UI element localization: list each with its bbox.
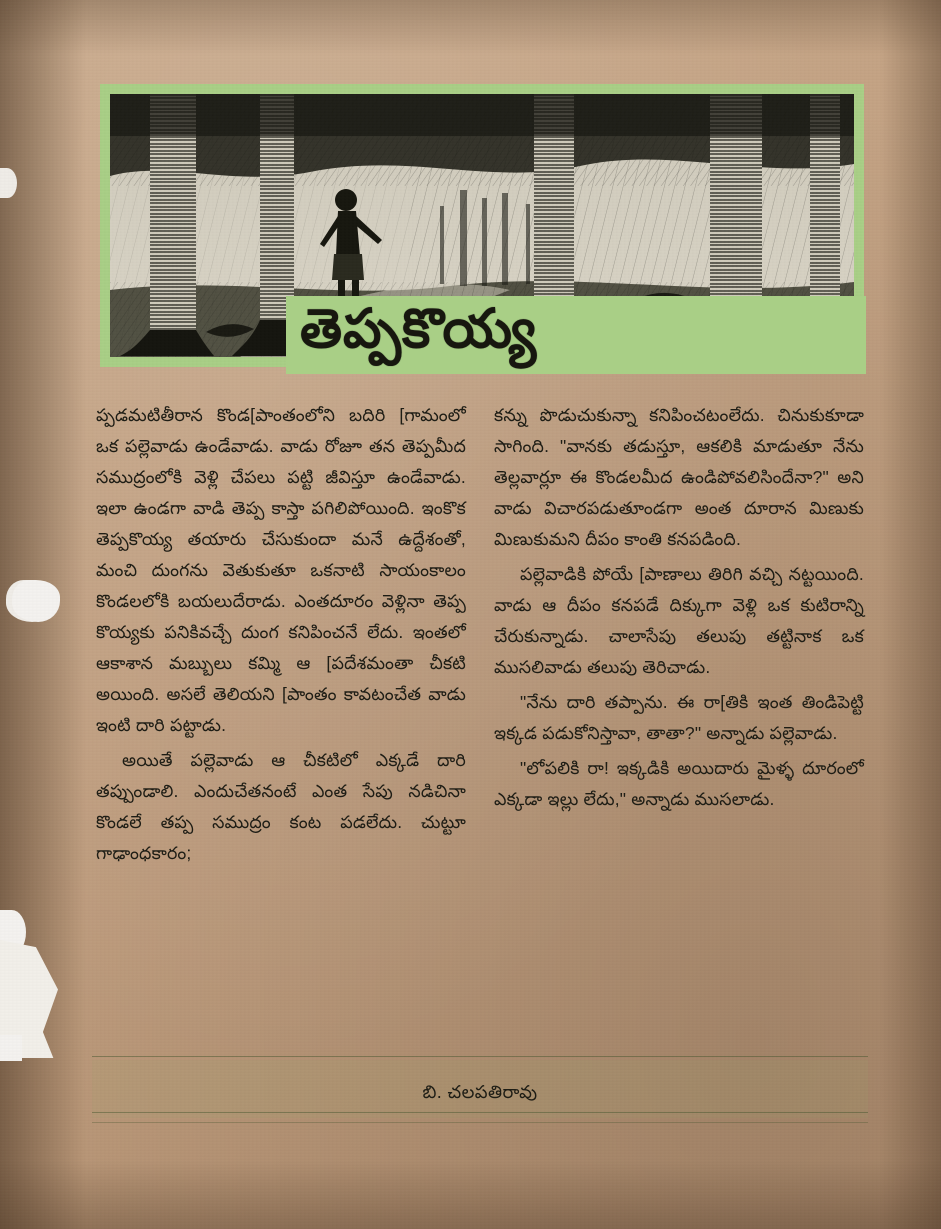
torn-edge-patch xyxy=(0,168,17,198)
paragraph: అయితే పల్లెవాడు ఆ చీకటిలో ఎక్కడే దారి తప్పుండాలి. ఎందుచేతనంటే ఎంత సేపు నడిచినా కొండలే తప్ప సముద్రం కంట పడలేదు. చుట్టూ గాఢాంధకారం; xyxy=(96,750,466,863)
torn-edge-patch xyxy=(0,1035,22,1061)
text-column-right xyxy=(494,400,864,873)
torn-edge-patch xyxy=(0,940,58,1058)
page-title: తెప్పకొయ్య xyxy=(300,299,538,359)
article-body xyxy=(96,400,864,873)
page-bottom-shading xyxy=(0,1159,941,1229)
torn-edge-patch xyxy=(12,580,60,622)
footer-divider xyxy=(92,1056,868,1057)
paragraph: కన్ను పొడుచుకున్నా కనిపించటంలేదు. చినుకుకూడా సాగింది. "వానకు తడుస్తూ, ఆకలికి మాడుతూ నేను తెల్లవార్లూ ఈ కొండలమీద ఉండిపోవలిసిందేనా?" అని వాడు విచారపడుతూండగా అంత దూరాన మిణుకు మిణుకుమని దీపం కాంతి కనపడింది. xyxy=(494,405,864,549)
paragraph: ప్పడమటితీరాన కొండ[పాంతంలోని బదిరి [గామంలో ఒక పల్లెవాడు ఉండేవాడు. వాడు రోజూ తన తెప్పమీద సముద్రంలోకి వెళ్లి చేపలు పట్టి జీవిస్తూ ఉండేవాడు. ఇలా ఉండగా వాడి తెప్ప కాస్తా పగిలిపోయింది. ఇంకొక తెప్పకొయ్య తయారు చేసుకుందా మనే ఉద్దేశంతో, మంచి దుంగను వెతుకుతూ ఒకనాటి సాయంకాలం కొండలలోకి బయలుదేరాడు. ఎంతదూరం వెళ్లినా తెప్ప కొయ్యకు పనికివచ్చే దుంగ కనిపించనే లేదు. ఇంతలో ఆకాశాన మబ్బులు కమ్మి ఆ [పదేశమంతా చీకటి అయింది. అసలే తెలియని [పాంతం కావటంచేత వాడు ఇంటి దారి పట్టాడు. xyxy=(96,405,466,735)
torn-edge-patch xyxy=(0,910,26,954)
paragraph: "లోపలికి రా! ఇక్కడికి అయిదారు మైళ్ళ దూరంలో ఎక్కడా ఇల్లు లేదు," అన్నాడు ముసలాడు. xyxy=(494,758,864,809)
text-column-left xyxy=(96,400,466,873)
paragraph: "నేను దారి తప్పాను. ఈ రా[తికి ఇంత తిండిపెట్టి ఇక్కడ పడుకోనిస్తావా, తాతా?" అన్నాడు పల్లెవాడు. xyxy=(494,692,864,743)
page-right-shading xyxy=(881,0,941,1229)
page-top-shading xyxy=(0,0,941,55)
page-left-shading xyxy=(0,0,86,1229)
author-byline: బి. చలపతిరావు xyxy=(422,1082,538,1102)
paragraph: పల్లెవాడికి పోయే [పాణాలు తిరిగి వచ్చి నట్టయింది. వాడు ఆ దీపం కనపడే దిక్కుగా వెళ్లి ఒక కుటిరాన్ని చేరుకున్నాడు. చాలాసేపు తలుపు తట్టినాక ఒక ముసలివాడు తలుపు తెరిచాడు. xyxy=(494,564,864,677)
footer-divider xyxy=(92,1122,868,1123)
footer-divider xyxy=(92,1112,868,1113)
